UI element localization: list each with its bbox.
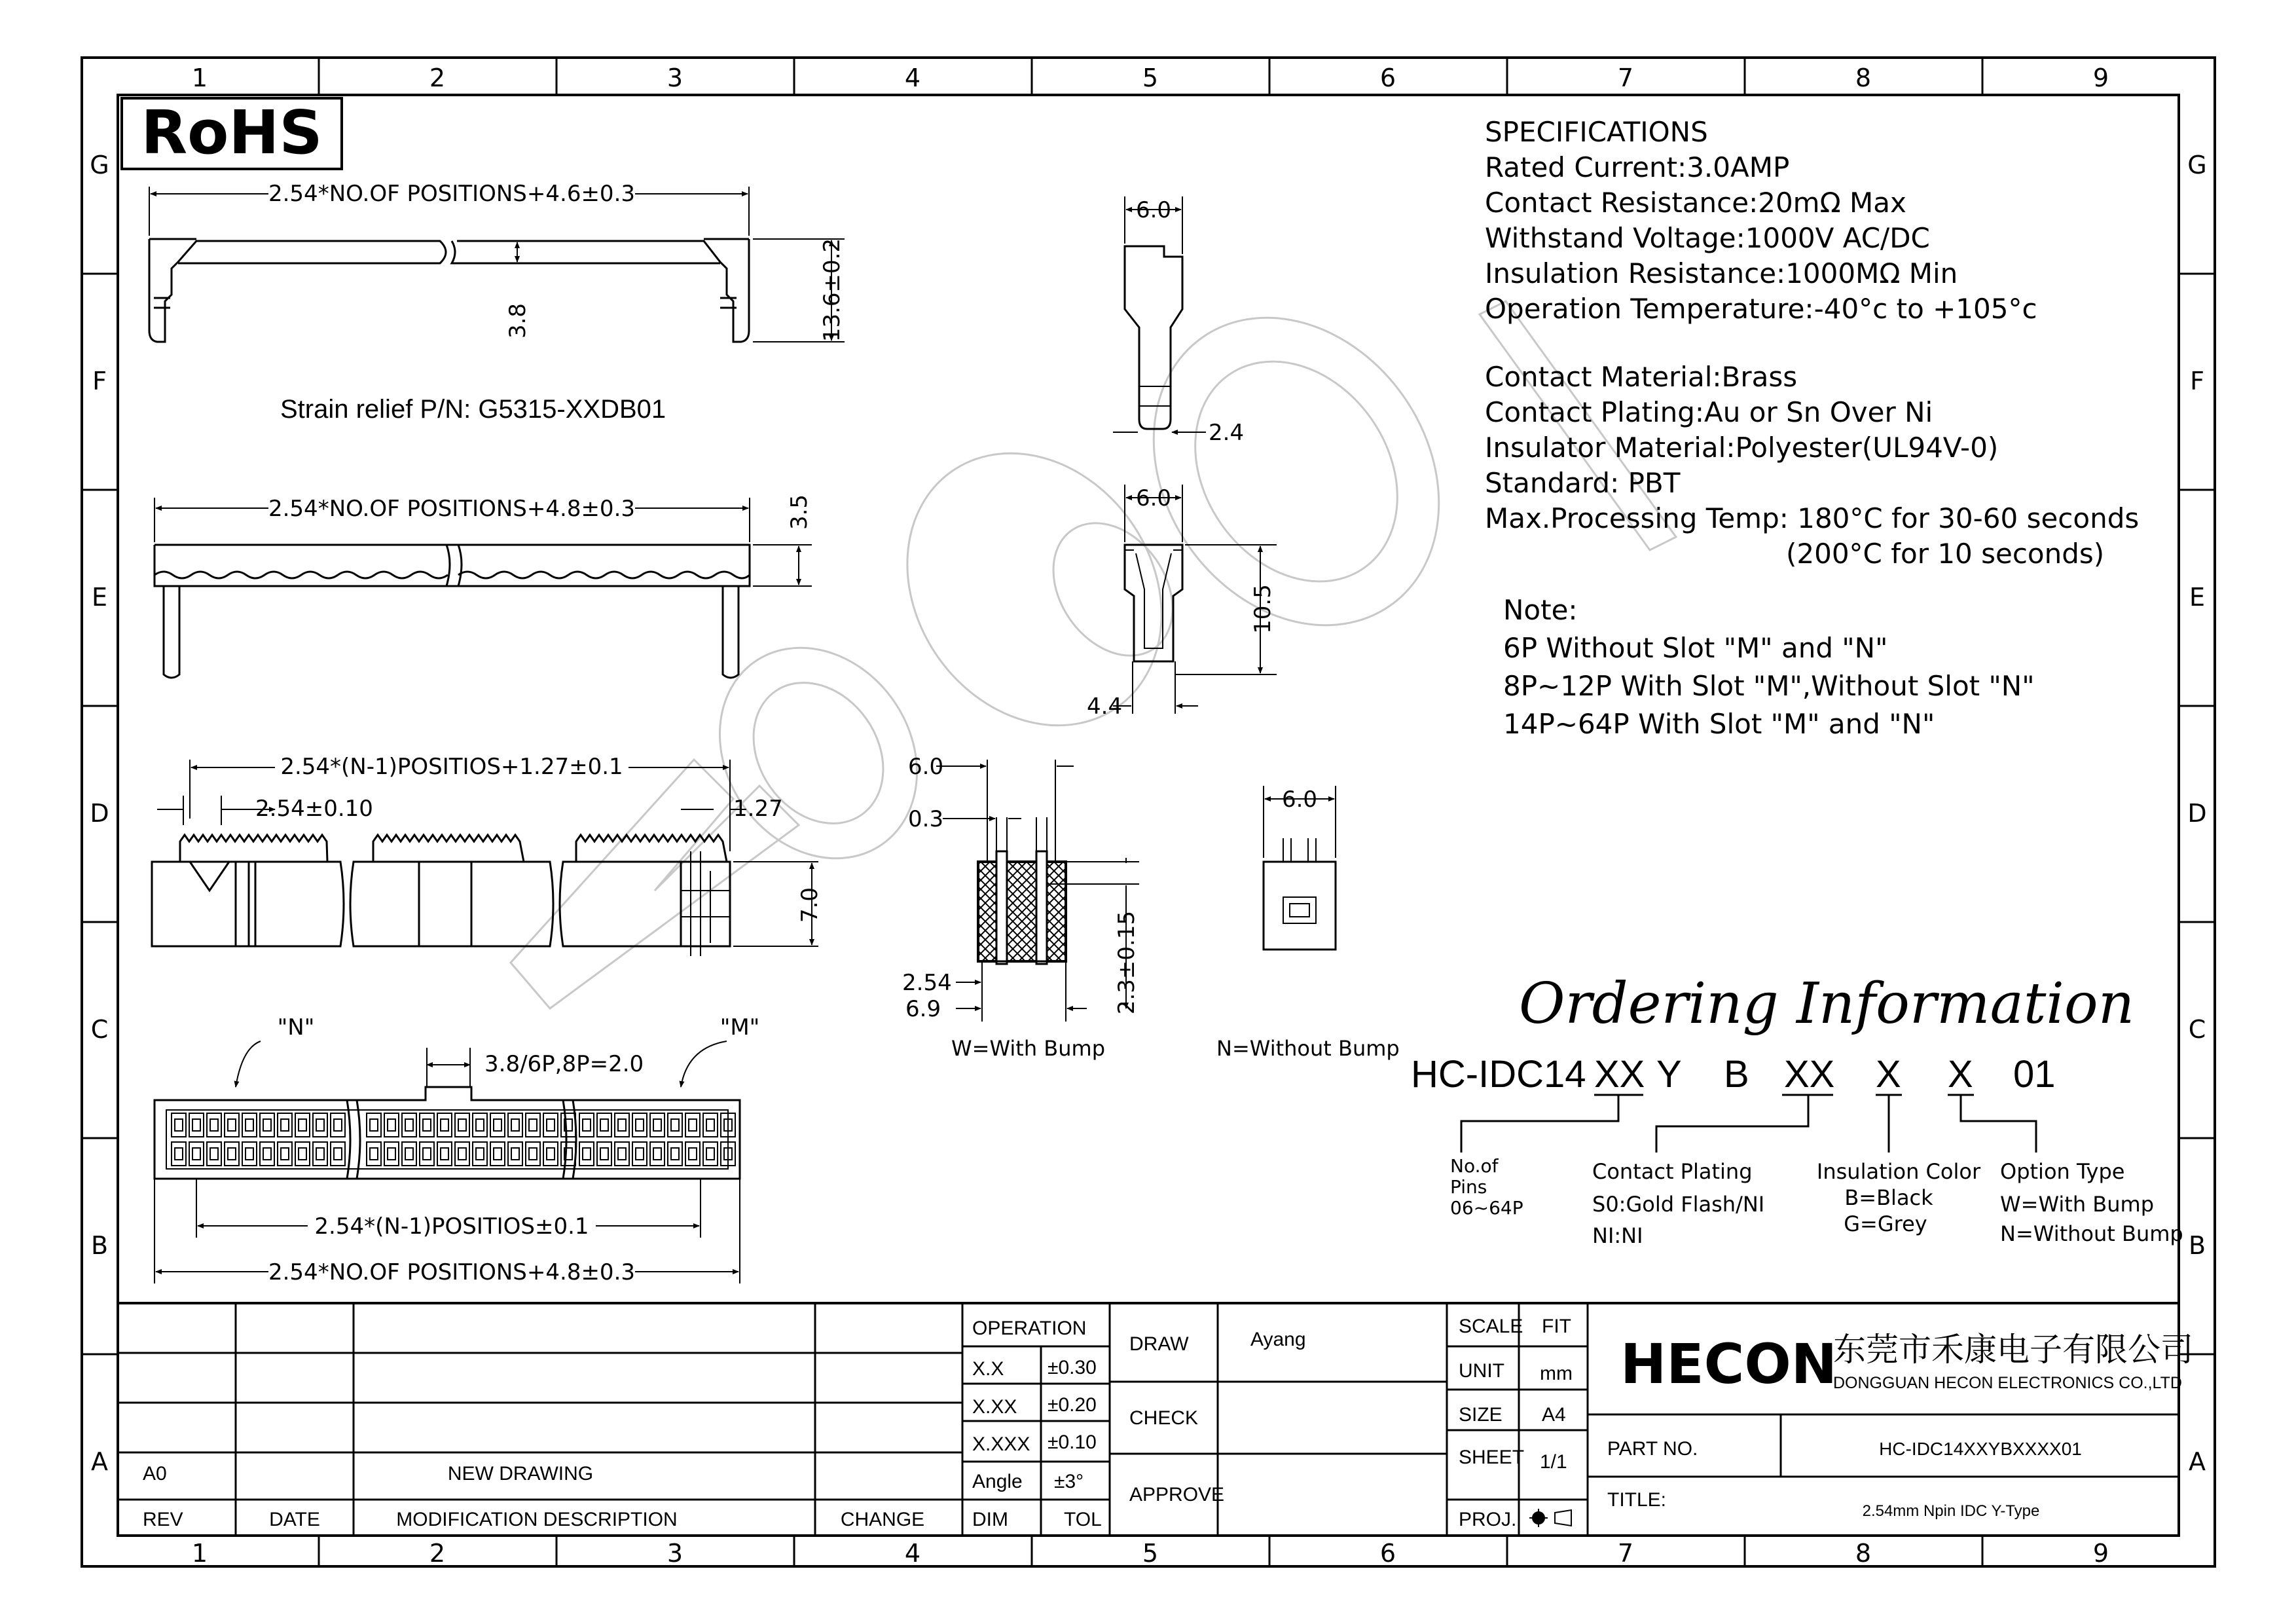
ordering-leaders [1461,1095,2036,1153]
without-bump-caption: N=Without Bump [1216,1036,1400,1061]
bottom-outer-dim: 2.54*NO.OF POSITIONS+4.8±0.3 [268,1259,636,1285]
option-label-line: Option Type [2000,1159,2125,1184]
ordering-title: Ordering Information [1519,971,2135,1037]
pin-contact [192,1119,200,1131]
note-line: 8P~12P With Slot "M",Without Slot "N" [1503,670,2035,702]
pin-cavity [420,1113,434,1137]
section-pitch-dim: 2.54 [902,970,952,996]
pin-cavity [172,1142,186,1166]
pin-contact [316,1119,324,1131]
code-part-option: X [1948,1053,1973,1096]
pin-cavity [597,1142,611,1166]
bottom-pin-grid [172,1113,735,1166]
specifications-block [1485,116,2139,570]
pin-cavity [402,1113,416,1137]
ordering-pins-label [1450,1155,1523,1219]
pin-contact [441,1148,448,1160]
pin-cavity [597,1113,611,1137]
pin-contact [600,1148,608,1160]
front-height-dim: 7.0 [797,887,823,923]
border-row-labels-left [90,151,109,1476]
pin-cavity [543,1113,558,1137]
pin-contact [228,1119,236,1131]
pin-cavity [295,1113,310,1137]
pin-cavity [579,1113,594,1137]
front-span-dim: 2.54*(N-1)POSITIOS+1.27±0.1 [280,754,623,780]
pin-contact [618,1119,626,1131]
pin-contact [228,1148,236,1160]
pin-cavity [313,1113,327,1137]
pin-cavity [189,1113,204,1137]
tol-dim: X.X [972,1358,1004,1380]
rev-value: A0 [143,1463,167,1485]
pin-cavity [331,1142,345,1166]
tol-dim: DIM [972,1509,1008,1530]
col-label: 4 [904,64,921,92]
pin-contact [511,1119,519,1131]
pin-contact [529,1148,537,1160]
pin-cavity [473,1113,487,1137]
pin-cavity [384,1113,399,1137]
pin-cavity [632,1142,647,1166]
pin-contact [246,1119,253,1131]
slot-m-label: "M" [720,1014,760,1041]
note-title: Note: [1503,594,1578,626]
code-part-type: Y [1656,1053,1682,1096]
pin-contact [388,1119,395,1131]
pin-contact [458,1148,466,1160]
pin-contact [547,1119,555,1131]
ordering-code [1411,1053,2056,1096]
col-label: 3 [666,64,683,92]
pin-contact [246,1148,253,1160]
pin-cavity [242,1142,257,1166]
draw-value: Ayang [1250,1329,1306,1350]
pin-contact [476,1119,484,1131]
part-no-label: PART NO. [1607,1438,1698,1460]
tol-dim: X.XX [972,1396,1017,1418]
spec-line: Contact Plating:Au or Sn Over Ni [1485,396,1933,428]
pin-cavity [703,1113,718,1137]
pin-contact [423,1119,431,1131]
col-label: 6 [1379,64,1396,92]
col-label: 1 [191,1539,208,1568]
cover-height-dim: 3.5 [786,494,812,530]
operation-label: OPERATION [972,1318,1087,1339]
pin-cavity [650,1113,665,1137]
spec-title: SPECIFICATIONS [1485,116,1708,148]
row-label: E [91,583,108,612]
slot-width-dim: 3.8/6P,8P=2.0 [484,1051,644,1077]
title-value: 2.54mm Npin IDC Y-Type [1862,1502,2040,1520]
tol-value: ±0.30 [1048,1357,1097,1378]
row-label: B [90,1231,109,1260]
tol-value: ±3° [1054,1471,1084,1492]
pin-contact [689,1119,697,1131]
row-label: C [2188,1015,2206,1044]
pins-label-line: 06~64P [1450,1197,1523,1219]
title-label: TITLE: [1607,1489,1667,1511]
pin-cavity [313,1142,327,1166]
row-label: G [2187,151,2207,179]
color-label-line: Insulation Color [1816,1159,1981,1184]
pin-contact [441,1119,448,1131]
with-bump-caption: W=With Bump [951,1036,1105,1061]
spec-line: Standard: PBT [1485,467,1681,499]
plating-label-line: NI:NI [1592,1223,1643,1248]
plating-label-line: S0:Gold Flash/NI [1592,1192,1765,1217]
pin-cavity [331,1113,345,1137]
row-label: B [2188,1231,2206,1260]
col-label: 1 [191,64,208,92]
draw-label: DRAW [1129,1333,1189,1355]
row-label: D [90,799,109,828]
code-part-plating: XX [1784,1053,1835,1096]
rev-description: NEW DRAWING [447,1463,594,1485]
pin-cavity [242,1113,257,1137]
pin-contact [210,1148,218,1160]
col-label: 6 [1379,1539,1396,1568]
check-label: CHECK [1129,1407,1199,1429]
pin-cavity [189,1142,204,1166]
pin-cavity [437,1142,452,1166]
ordering-option-label [2000,1159,2183,1246]
tol-value: ±0.20 [1048,1394,1097,1416]
spec-line: Withstand Voltage:1000V AC/DC [1485,222,1930,254]
front-pitch-dim: 2.54±0.10 [255,796,373,822]
code-part-pins: XX [1594,1053,1645,1096]
row-label: E [2189,583,2206,612]
pin-contact [494,1148,501,1160]
spec-line: Rated Current:3.0AMP [1485,151,1790,183]
strain-width-dim: 2.54*NO.OF POSITIONS+4.6±0.3 [268,181,636,207]
strain-relief-view [149,187,845,342]
housing-height-dim: 10.5 [1250,584,1276,634]
pin-contact [706,1119,714,1131]
pin-cavity [207,1142,221,1166]
pin-cavity [172,1113,186,1137]
spec-line: Max.Processing Temp: 180°C for 30-60 seconds [1485,502,2140,534]
spec-line: Contact Resistance:20mΩ Max [1485,187,1906,219]
row-label: F [92,367,107,396]
pins-label-line: Pins [1450,1176,1487,1198]
pin-contact [299,1119,306,1131]
approve-label: APPROVE [1129,1484,1225,1505]
pin-cavity [685,1142,700,1166]
col-label: 3 [666,1539,683,1568]
contact-width-dim: 6.0 [1135,197,1172,223]
row-label: A [2189,1447,2206,1476]
pin-contact [583,1119,591,1131]
pin-contact [405,1148,413,1160]
section-outer-dim: 6.9 [905,996,941,1022]
pin-contact [689,1148,697,1160]
rev-header: REV [143,1509,183,1530]
pin-cavity [278,1113,292,1137]
pin-contact [175,1148,183,1160]
col-label: 8 [1855,1539,1872,1568]
pin-cavity [668,1113,682,1137]
notes-block [1503,594,2035,740]
pin-contact [511,1148,519,1160]
pin-contact [636,1148,644,1160]
pin-contact [583,1148,591,1160]
pin-contact [600,1119,608,1131]
rohs-label: RoHS [141,98,323,168]
col-label: 5 [1142,1539,1159,1568]
color-label-line: G=Grey [1844,1211,1927,1236]
pin-contact [423,1148,431,1160]
code-part-color: X [1876,1053,1901,1096]
description-header: MODIFICATION DESCRIPTION [396,1509,678,1530]
pin-contact [334,1148,342,1160]
company-name-cn: 东莞市禾康电子有限公司 [1833,1331,2193,1369]
n-section-width-dim: 6.0 [1281,786,1318,813]
pin-cavity [543,1142,558,1166]
company-logo: HECON [1620,1332,1838,1396]
pin-contact [281,1148,289,1160]
pin-cavity [260,1142,274,1166]
row-label: G [90,151,109,179]
pin-contact [671,1119,679,1131]
color-label-line: B=Black [1844,1185,1933,1210]
strain-height-dim: 13.6±0.2 [819,238,845,342]
scale-label: SCALE [1459,1316,1523,1337]
spec-line: Insulator Material:Polyester(UL94V-0) [1485,432,1999,464]
section-wall-dim: 0.3 [908,806,944,832]
col-label: 2 [429,1539,446,1568]
sheet-label: SHEET [1459,1447,1525,1468]
note-line: 14P~64P With Slot "M" and "N" [1503,708,1935,740]
pin-contact [706,1148,714,1160]
projection-symbol-icon [1529,1509,1571,1527]
pin-cavity [384,1142,399,1166]
strain-inner-dim: 3.8 [505,303,531,339]
front-offset-dim: 1.27 [733,796,783,822]
spec-line: Insulation Resistance:1000MΩ Min [1485,257,1958,289]
code-part-series: B [1724,1053,1749,1096]
pin-contact [653,1119,661,1131]
proj-label: PROJ. [1459,1509,1517,1530]
pin-contact [370,1119,378,1131]
pin-cavity [260,1113,274,1137]
pin-cavity [650,1142,665,1166]
section-width-dim: 6.0 [908,754,944,780]
row-label: A [91,1447,108,1476]
pin-contact [653,1148,661,1160]
spec-line: (200°C for 10 seconds) [1786,538,2105,570]
pin-contact [405,1119,413,1131]
tol-dim: X.XXX [972,1433,1030,1455]
pin-cavity [615,1113,629,1137]
section-pin-dim: 2.3±0.15 [1114,910,1140,1015]
code-part-suffix: 01 [2013,1053,2056,1096]
col-label: 9 [2092,1539,2109,1568]
ordering-color-label [1817,1159,1981,1236]
pin-contact [636,1119,644,1131]
scale-value: FIT [1542,1316,1571,1337]
cover-view [155,498,812,678]
ordering-plating-label [1592,1159,1764,1248]
pin-cavity [526,1113,540,1137]
size-label: SIZE [1459,1404,1503,1426]
pin-contact [494,1119,501,1131]
pin-contact [671,1148,679,1160]
change-header: CHANGE [840,1509,925,1530]
pin-cavity [455,1142,469,1166]
pin-contact [334,1119,342,1131]
bottom-inner-dim: 2.54*(N-1)POSITIOS±0.1 [314,1213,589,1240]
pin-contact [547,1148,555,1160]
pin-contact [476,1148,484,1160]
pin-contact [529,1119,537,1131]
pin-cavity [526,1142,540,1166]
pin-contact [210,1119,218,1131]
tol-value: ±0.10 [1048,1431,1097,1453]
pin-cavity [295,1142,310,1166]
tol-value: TOL [1064,1509,1102,1530]
row-label: F [2190,367,2204,396]
pin-cavity [561,1113,575,1137]
pin-cavity [455,1113,469,1137]
pin-cavity [579,1142,594,1166]
pin-contact [263,1119,271,1131]
border-column-labels-top [192,64,2109,92]
pin-contact [299,1148,306,1160]
strain-relief-part-number: Strain relief P/N: G5315-XXDB01 [280,395,666,424]
pin-cavity [490,1113,505,1137]
housing-width-dim: 6.0 [1135,485,1172,511]
company-name-en: DONGGUAN HECON ELECTRONICS CO.,LTD [1833,1374,2182,1392]
housing-inner-dim: 4.4 [1087,693,1123,720]
col-label: 9 [2092,64,2109,92]
note-line: 6P Without Slot "M" and "N" [1503,632,1888,664]
unit-label: UNIT [1459,1360,1504,1382]
pin-cavity [561,1142,575,1166]
front-view [152,760,818,956]
col-label: 8 [1855,64,1872,92]
pin-contact [458,1119,466,1131]
pin-contact [263,1148,271,1160]
row-label: D [2187,799,2207,828]
pin-cavity [278,1142,292,1166]
spec-line: Contact Material:Brass [1485,361,1798,393]
pin-cavity [473,1142,487,1166]
unit-value: mm [1540,1363,1573,1384]
pin-contact [618,1148,626,1160]
sheet-value: 1/1 [1540,1451,1567,1473]
col-label: 5 [1142,64,1159,92]
plating-label-line: Contact Plating [1592,1159,1753,1184]
tol-dim: Angle [972,1471,1023,1492]
pin-contact [388,1148,395,1160]
slot-n-label: "N" [277,1014,315,1041]
pin-contact [316,1148,324,1160]
pin-cavity [437,1113,452,1137]
border-column-labels-bottom [192,1539,2109,1568]
section-view-with-bump [936,760,1139,1022]
pin-cavity [703,1142,718,1166]
contact-pin-dim: 2.4 [1209,420,1245,446]
pin-cavity [668,1142,682,1166]
pin-cavity [632,1113,647,1137]
spec-line: Operation Temperature:-40°c to +105°c [1485,293,2037,325]
pin-cavity [490,1142,505,1166]
pin-cavity [367,1113,381,1137]
pin-cavity [402,1142,416,1166]
pin-contact [175,1119,183,1131]
col-label: 7 [1617,64,1634,92]
col-label: 2 [429,64,446,92]
col-label: 7 [1617,1539,1634,1568]
pin-cavity [225,1113,239,1137]
row-label: C [90,1015,109,1044]
cover-width-dim: 2.54*NO.OF POSITIONS+4.8±0.3 [268,496,636,522]
pin-cavity [508,1113,522,1137]
pin-contact [281,1119,289,1131]
pin-cavity [367,1142,381,1166]
pin-cavity [225,1142,239,1166]
pins-label-line: No.of [1450,1155,1499,1177]
pin-contact [370,1148,378,1160]
option-label-line: W=With Bump [2000,1192,2154,1217]
pin-cavity [615,1142,629,1166]
border-row-labels-right [2187,151,2206,1476]
pin-cavity [420,1142,434,1166]
pin-contact [192,1148,200,1160]
pin-cavity [685,1113,700,1137]
option-label-line: N=Without Bump [2000,1221,2183,1246]
ordering-code-prefix: HC-IDC14 [1411,1053,1586,1096]
size-value: A4 [1542,1404,1566,1426]
part-no-value: HC-IDC14XXYBXXXX01 [1879,1439,2082,1459]
col-label: 4 [904,1539,921,1568]
pin-cavity [207,1113,221,1137]
pin-cavity [508,1142,522,1166]
date-header: DATE [269,1509,320,1530]
